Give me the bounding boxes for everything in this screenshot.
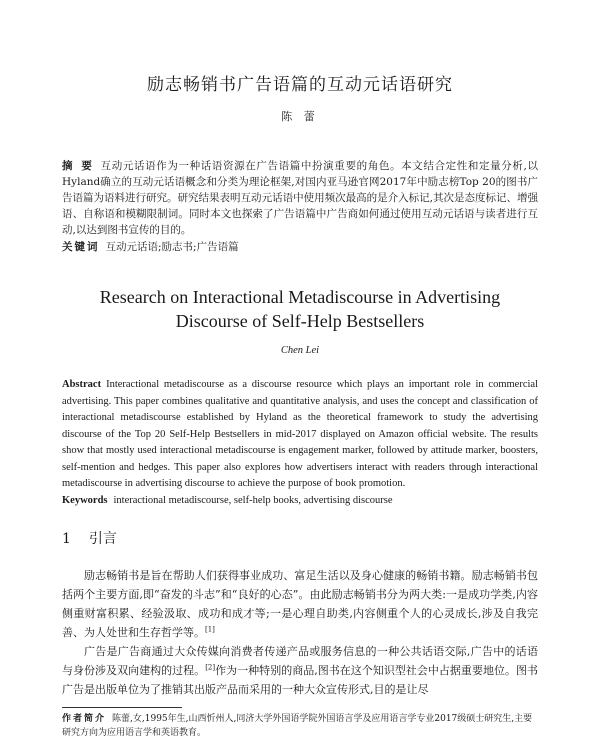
english-abstract-text: Interactional metadiscourse as a discourse resource which plays an important role in commercial advertising. This paper combines qualitative and quantitative analysis, and uses the concept and classification of interactional metadiscourse established by Hyland as the theoretical framework to study the advertising discourse of the Top 20 Self-Help Bestsellers in mid-2017 displayed on Amazon official website. The results show that mostly used interactional metadiscourse is engagement marker, followed by attitude marker, boosters, self-mention and hedges. This paper also explores how advertisers interact with readers through interactional metadiscourse in advertising discourse to achieve the purpose of book promotion.: [62, 379, 538, 489]
chinese-abstract-label: 摘 要: [62, 160, 95, 172]
english-keywords-label: Keywords: [62, 495, 108, 506]
footnote-divider: [62, 707, 182, 708]
footnote-label: 作者简介: [62, 714, 107, 724]
english-keywords-text: interactional metadiscourse, self-help books, advertising discourse: [113, 495, 393, 506]
citation-2: [2]: [205, 663, 216, 672]
chinese-author: 陈 蕾: [281, 110, 319, 123]
english-keywords: [62, 493, 538, 509]
author-footnote: [62, 712, 538, 740]
body-paragraph-2: [62, 642, 538, 699]
body-text: [62, 566, 538, 699]
body-paragraph-1: [62, 566, 538, 642]
chinese-keywords-label: 关键词: [62, 241, 100, 253]
english-title-line-1: Research on Interactional Metadiscourse in Advertising: [99, 287, 501, 307]
english-author: Chen Lei: [280, 345, 320, 356]
chinese-keywords-text: 互动元话语;励志书;广告语篇: [105, 241, 239, 253]
section-title: 引言: [88, 531, 117, 547]
section-number: 1: [62, 531, 71, 547]
chinese-abstract: [62, 158, 538, 238]
footnote-text: 陈蕾,女,1995年生,山西忻州人,同济大学外国语学院外国语言学及应用语言学专业2017级硕士研究生,主要研究方向为应用语言学和英语教育。: [62, 714, 533, 738]
section-heading: [62, 528, 117, 548]
chinese-title: 励志畅销书广告语篇的互动元话语研究: [147, 75, 453, 95]
chinese-keywords: [62, 239, 538, 255]
english-title: [40, 285, 560, 333]
chinese-abstract-text: 互动元话语作为一种话语资源在广告语篇中扮演重要的角色。本文结合定性和定量分析,以Hyland确立的互动元话语概念和分类为理论框架,对国内亚马逊官网2017年中励志榜Top 20的图书广告语篇为语料进行研究。研究结果表明互动元话语中使用频次最高的是介入标记,其次是态度标记、增强语、自称语和模糊限制词。同时本文也探索了广告语篇中广告商如何通过使用互动元话语与读者进行互动,以达到图书宣传的目的。: [62, 160, 539, 236]
body-paragraph-1-text: 励志畅销书是旨在帮助人们获得事业成功、富足生活以及身心健康的畅销书籍。励志畅销书包括两个主要方面,即“奋发的斗志”和“良好的心态”。由此励志畅销书分为两大类:一是成功学类,内容侧重财富积累、经验汲取、成功和成才等;一是心理自助类,内容侧重个人的心灵成长,涉及自我完善、为人处世和生存哲学等。: [62, 569, 538, 639]
body-paragraph-2-text-b: 作为一种特别的商品,图书在这个知识型社会中占据重要地位。图书广告是出版单位为了推销其出版产品而采用的一种大众宣传形式,目的是让尽: [62, 664, 539, 696]
english-title-line-2: Discourse of Self-Help Bestsellers: [175, 311, 425, 331]
english-abstract-label: Abstract: [62, 379, 102, 390]
english-abstract: [62, 377, 538, 493]
citation-1: [1]: [205, 625, 215, 634]
body-paragraph-2-text-a: 广告是广告商通过大众传媒向消费者传递产品或服务信息的一种公共话语交际,广告中的话语与身份涉及双向建构的过程。: [62, 645, 538, 677]
